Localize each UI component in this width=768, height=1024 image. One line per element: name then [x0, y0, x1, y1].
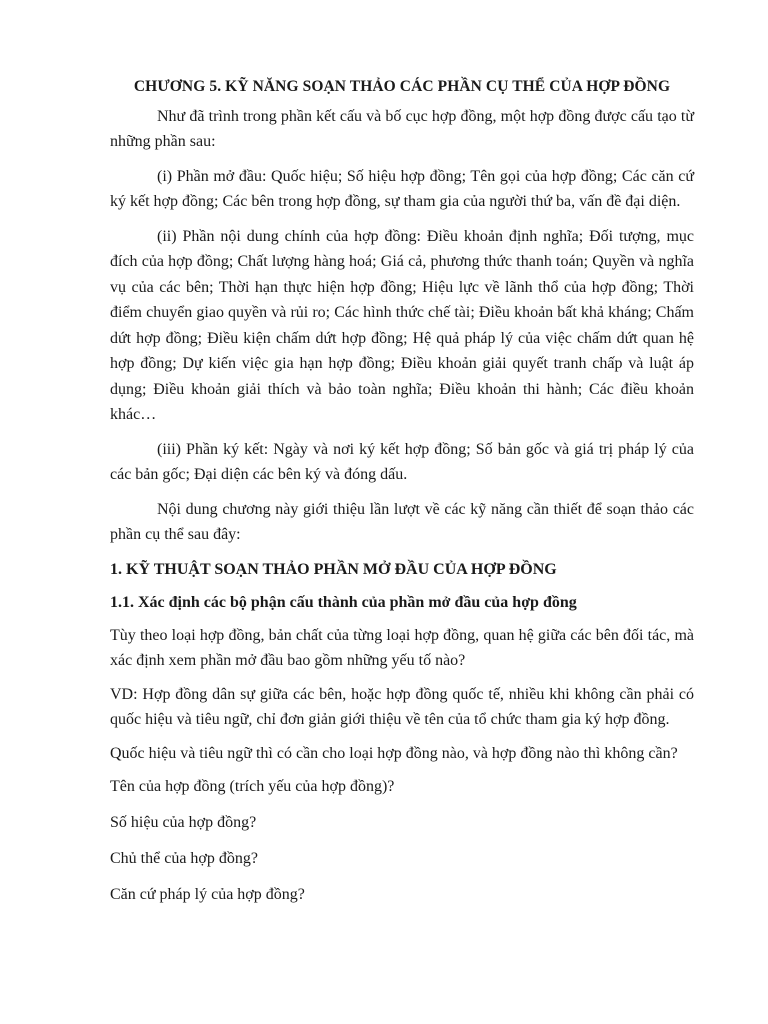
subsection-1-1-heading: 1.1. Xác định các bộ phận cấu thành của phần mở đầu của hợp đồng [110, 594, 577, 611]
part-iii-paragraph: (iii) Phần ký kết: Ngày và nơi ký kết hợp đồng; Số bản gốc và giá trị pháp lý của các bản gốc; Đại diện các bên ký và đóng dấu. [110, 440, 694, 483]
part-i-paragraph: (i) Phần mở đầu: Quốc hiệu; Số hiệu hợp đồng; Tên gọi của hợp đồng; Các căn cứ ký kết hợp đồng; Các bên trong hợp đồng, sự tham gia của người thứ ba, vấn đề đại diện. [110, 167, 694, 210]
question-line: Tùy theo loại hợp đồng, bản chất của từng loại hợp đồng, quan hệ giữa các bên đối tác, mà xác định xem phần mở đầu bao gồm những yếu tố nào? [110, 626, 694, 669]
section-1-heading: 1. KỸ THUẬT SOẠN THẢO PHẦN MỞ ĐẦU CỦA HỢP ĐỒNG [110, 560, 557, 578]
example-line: VD: Hợp đồng dân sự giữa các bên, hoặc hợp đồng quốc tế, nhiều khi không cần phải có quốc hiệu và tiêu ngữ, chỉ đơn giản giới thiệu về tên của tổ chức tham gia ký hợp đồng. [110, 685, 694, 728]
question-line: Số hiệu của hợp đồng? [110, 814, 257, 831]
question-line: Tên của hợp đồng (trích yếu của hợp đồng)? [110, 778, 395, 795]
question-line: Chủ thể của hợp đồng? [110, 850, 258, 867]
part-ii-paragraph: (ii) Phần nội dung chính của hợp đồng: Điều khoản định nghĩa; Đối tượng, mục đích của hợp đồng; Chất lượng hàng hoá; Giá cả, phương thức thanh toán; Quyền và nghĩa vụ của các bên; Thời hạn thực hiện hợp đồng; Hiệu lực về lãnh thổ của hợp đồng; Thời điểm chuyển giao quyền và rủi ro; Các hình thức chế tài; Điều khoản bất khả kháng; Chấm dứt hợp đồng; Điều kiện chấm dứt hợp đồng; Hệ quả pháp lý của việc chấm dứt quan hệ hợp đồng; Dự kiến việc gia hạn hợp đồng; Điều khoản giải quyết tranh chấp và luật áp dụng; Điều khoản giải thích và bảo toàn nghĩa; Điều khoản thi hành; Các điều khoản khác… [110, 227, 694, 423]
intro-paragraph: Như đã trình trong phần kết cấu và bố cục hợp đồng, một hợp đồng được cấu tạo từ những phần sau: [110, 107, 694, 150]
chapter-scope-paragraph: Nội dung chương này giới thiệu lần lượt về các kỹ năng cần thiết để soạn thảo các phần cụ thể sau đây: [110, 500, 694, 543]
question-line: Quốc hiệu và tiêu ngữ thì có cần cho loại hợp đồng nào, và hợp đồng nào thì không cần? [110, 744, 678, 762]
document-body [110, 74, 694, 918]
chapter-title: CHƯƠNG 5. KỸ NĂNG SOẠN THẢO CÁC PHẦN CỤ THỂ CỦA HỢP ĐỒNG [133, 78, 671, 95]
question-line: Căn cứ pháp lý của hợp đồng? [110, 886, 305, 903]
